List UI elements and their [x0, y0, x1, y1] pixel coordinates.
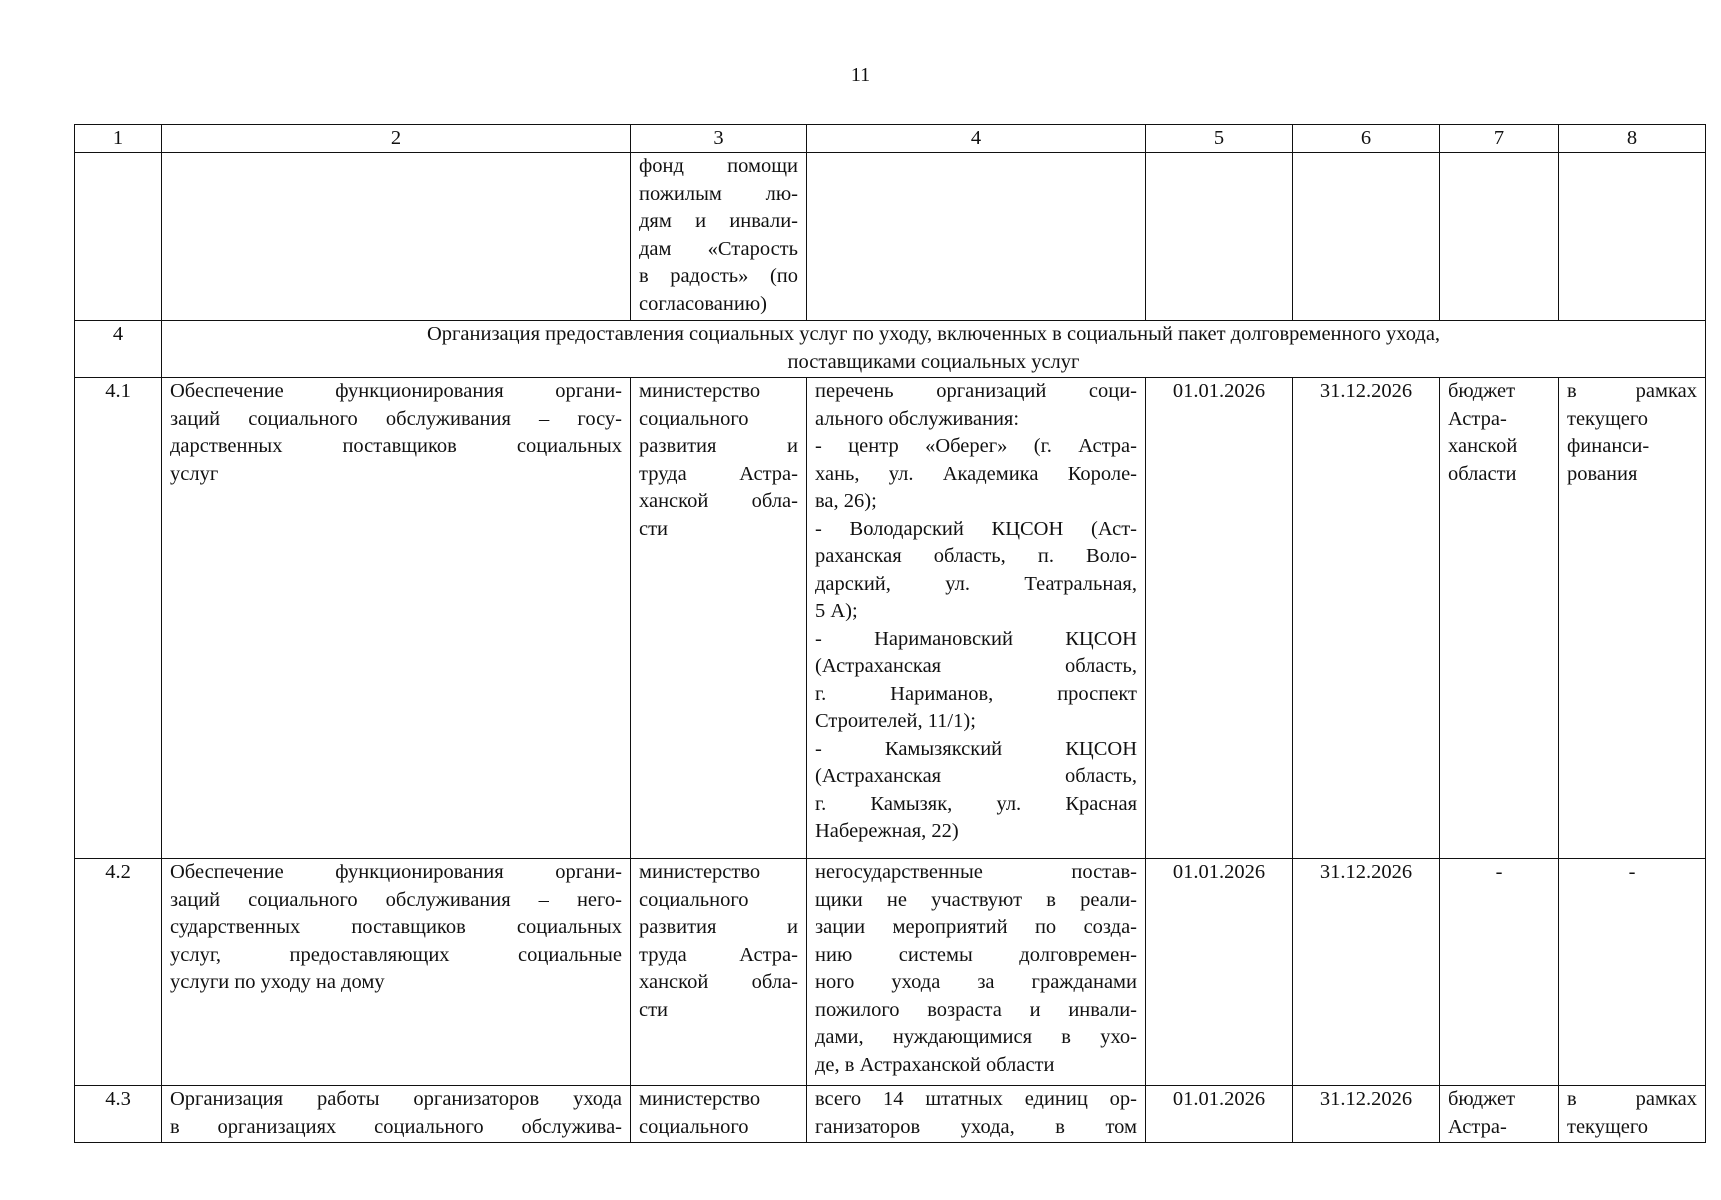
row-number: 4.3 — [75, 1086, 162, 1143]
text-line: министерство — [639, 861, 761, 883]
text-line: де, в Астраханской области — [815, 1053, 1055, 1076]
cell-funding-amount: - — [1559, 859, 1706, 1086]
text-line: ва, 26); — [815, 490, 877, 512]
text-line: бюджет — [1448, 1088, 1516, 1110]
cell-start-date: 01.01.2026 — [1146, 1086, 1293, 1143]
header-cell: 6 — [1293, 125, 1440, 153]
text-line: социального — [639, 888, 749, 911]
row-number: 4.2 — [75, 859, 162, 1086]
text-line: раханская область, п. Воло- — [815, 545, 1137, 567]
header-cell: 1 — [75, 125, 162, 153]
text-line: области — [1448, 462, 1517, 485]
text-line: труда Астра- — [639, 462, 798, 485]
text-line: сударственных поставщиков социальных — [170, 916, 622, 938]
text-line: ганизаторов ухода, в том — [815, 1115, 1137, 1138]
cell-activity — [162, 859, 631, 1086]
cell-activity — [162, 1086, 631, 1143]
text-line: услуги по уходу на дому — [170, 971, 385, 993]
text-line: пожилого возраста и инвали- — [815, 998, 1137, 1021]
text-line: ханской обла- — [639, 490, 798, 512]
text-line: дям и инвали- — [639, 210, 798, 232]
text-line: труда Астра- — [639, 943, 798, 966]
text-line: министерство — [639, 380, 761, 402]
text-line: бюджет — [1448, 380, 1516, 402]
text-line: социального — [639, 1115, 749, 1138]
table-row — [75, 1086, 1706, 1143]
header-cell: 5 — [1146, 125, 1293, 153]
cell-result — [807, 859, 1146, 1086]
text-line: Обеспечение функционирования органи- — [170, 861, 622, 883]
text-line: поставщиками социальных услуг — [787, 350, 1080, 373]
text-line: - Наримановский КЦСОН — [815, 627, 1137, 650]
cell-responsible — [631, 859, 807, 1086]
text-line: заций социального обслуживания – него- — [170, 888, 622, 911]
cell-end-date: 31.12.2026 — [1293, 378, 1440, 859]
cell-empty — [1293, 153, 1440, 321]
header-cell: 8 — [1559, 125, 1706, 153]
text-line: г. Камызяк, ул. Красная — [815, 792, 1137, 815]
text-line: пожилым лю- — [639, 182, 798, 205]
text-line: текущего — [1567, 1115, 1649, 1138]
header-cell: 2 — [162, 125, 631, 153]
text-line: ханской — [1448, 435, 1518, 457]
cell-empty — [1146, 153, 1293, 321]
text-line: Астра- — [1448, 1115, 1507, 1138]
cell-responsible — [631, 1086, 807, 1143]
section-number: 4 — [75, 321, 162, 378]
text-line: финанси- — [1567, 435, 1650, 457]
text-line: 5 А); — [815, 600, 858, 622]
cell-responsible — [631, 153, 807, 321]
text-line: фонд помощи — [639, 155, 798, 177]
text-line: - Володарский КЦСОН (Аст- — [815, 517, 1137, 540]
text-line: Организация предоставления социальных услуг по уходу, включенных в социальный пакет долговременного ухода, — [426, 323, 1441, 345]
text-line: в радость» (по — [639, 265, 798, 287]
text-line: в рамках — [1567, 1088, 1697, 1110]
cell-funding-amount — [1559, 378, 1706, 859]
cell-empty — [75, 153, 162, 321]
cell-end-date: 31.12.2026 — [1293, 859, 1440, 1086]
text-line: дами, нуждающимися в ухо- — [815, 1026, 1137, 1048]
text-line: зации мероприятий по созда- — [815, 916, 1137, 938]
text-line: - центр «Оберег» (г. Астра- — [815, 435, 1137, 457]
text-line: Строителей, 11/1); — [815, 710, 976, 732]
text-line: дарственных поставщиков социальных — [170, 435, 622, 457]
section-row — [75, 321, 1706, 378]
text-line: Набережная, 22) — [815, 820, 959, 842]
text-line: развития и — [639, 916, 798, 938]
text-line: ного ухода за гражданами — [815, 971, 1137, 993]
table-row — [75, 859, 1706, 1086]
text-line: Астра- — [1448, 407, 1507, 430]
text-line: перечень организаций соци- — [815, 380, 1137, 402]
cell-empty — [162, 153, 631, 321]
text-line: сти — [639, 517, 669, 540]
text-line: г. Нариманов, проспект — [815, 682, 1137, 705]
text-line: услуг, предоставляющих социальные — [170, 943, 622, 966]
cell-start-date: 01.01.2026 — [1146, 859, 1293, 1086]
text-line: (Астраханская область, — [815, 655, 1137, 677]
text-line: текущего — [1567, 407, 1649, 430]
cell-activity — [162, 378, 631, 859]
header-cell: 7 — [1440, 125, 1559, 153]
text-line: Обеспечение функционирования органи- — [170, 380, 622, 402]
text-line: ального обслуживания: — [815, 407, 1020, 430]
plan-table — [74, 124, 1706, 1143]
text-line: в рамках — [1567, 380, 1697, 402]
cell-empty — [1559, 153, 1706, 321]
text-line: социального — [639, 407, 749, 430]
table-row — [75, 153, 1706, 321]
cell-funding-source: - — [1440, 859, 1559, 1086]
text-line: нию системы долговремен- — [815, 943, 1137, 966]
text-line: хань, ул. Академика Короле- — [815, 462, 1137, 485]
table-header-row — [75, 125, 1706, 153]
cell-funding-source — [1440, 378, 1559, 859]
cell-empty — [807, 153, 1146, 321]
cell-end-date: 31.12.2026 — [1293, 1086, 1440, 1143]
cell-start-date: 01.01.2026 — [1146, 378, 1293, 859]
section-title — [162, 321, 1706, 378]
row-number: 4.1 — [75, 378, 162, 859]
page-number: 11 — [850, 64, 871, 86]
cell-responsible — [631, 378, 807, 859]
header-cell: 3 — [631, 125, 807, 153]
text-line: - Камызякский КЦСОН — [815, 737, 1137, 760]
cell-funding-source — [1440, 1086, 1559, 1143]
cell-funding-amount — [1559, 1086, 1706, 1143]
cell-result — [807, 378, 1146, 859]
text-line: негосударственные постав- — [815, 861, 1137, 883]
text-line: министерство — [639, 1088, 761, 1110]
text-line: (Астраханская область, — [815, 765, 1137, 787]
text-line: в организациях социального обслужива- — [170, 1115, 622, 1138]
text-line: щики не участвуют в реали- — [815, 888, 1137, 911]
text-line: дам «Старость — [639, 237, 798, 260]
text-line: услуг — [170, 462, 219, 485]
text-line: сти — [639, 998, 669, 1021]
text-line: ханской обла- — [639, 971, 798, 993]
header-cell: 4 — [807, 125, 1146, 153]
text-line: согласованию) — [639, 292, 767, 315]
cell-result — [807, 1086, 1146, 1143]
text-line: дарский, ул. Театральная, — [815, 572, 1137, 595]
text-line: развития и — [639, 435, 798, 457]
text-line: рования — [1567, 462, 1638, 485]
text-line: Организация работы организаторов ухода — [170, 1088, 622, 1110]
text-line: заций социального обслуживания – госу- — [170, 407, 622, 430]
table-row — [75, 378, 1706, 859]
text-line: всего 14 штатных единиц ор- — [815, 1088, 1137, 1110]
cell-empty — [1440, 153, 1559, 321]
